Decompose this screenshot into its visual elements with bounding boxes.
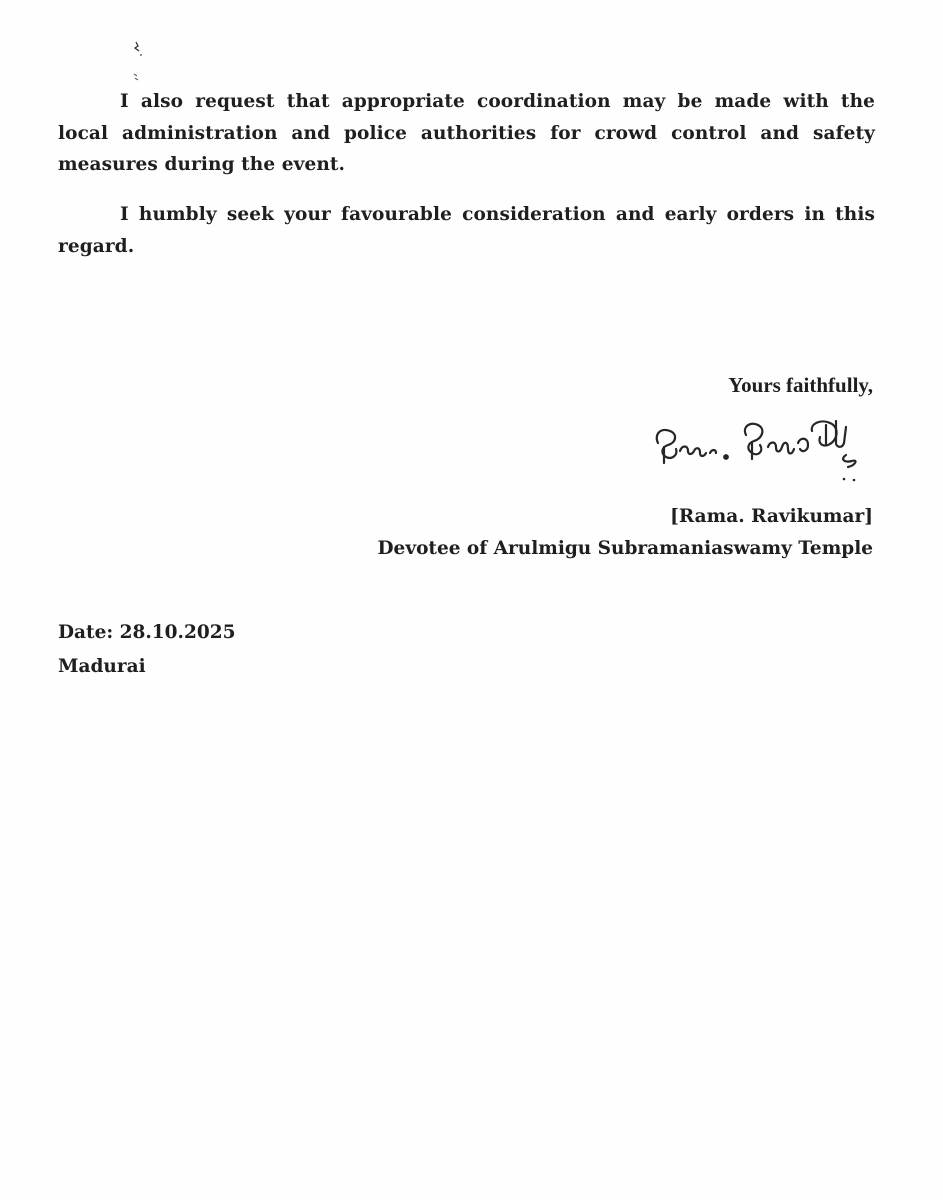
closing-salutation: Yours faithfully,: [728, 373, 873, 397]
letter-date: Date: 28.10.2025: [58, 622, 236, 643]
handwritten-signature: [650, 413, 880, 493]
letter-place: Madurai: [58, 656, 146, 677]
paragraph-1-text: I also request that appropriate coordination may be made with the local administration and police authorities for crowd control and safety measures during the event.: [58, 91, 875, 175]
signer-name: [Rama. Ravikumar]: [670, 506, 873, 527]
scan-speck-marks: [128, 38, 148, 88]
paragraph-coordination-request: [58, 86, 875, 181]
signer-title: Devotee of Arulmigu Subramaniaswamy Temple: [377, 538, 873, 559]
paragraph-2-text: I humbly seek your favourable consideration and early orders in this regard.: [58, 204, 875, 257]
paragraph-consideration-request: [58, 199, 875, 262]
